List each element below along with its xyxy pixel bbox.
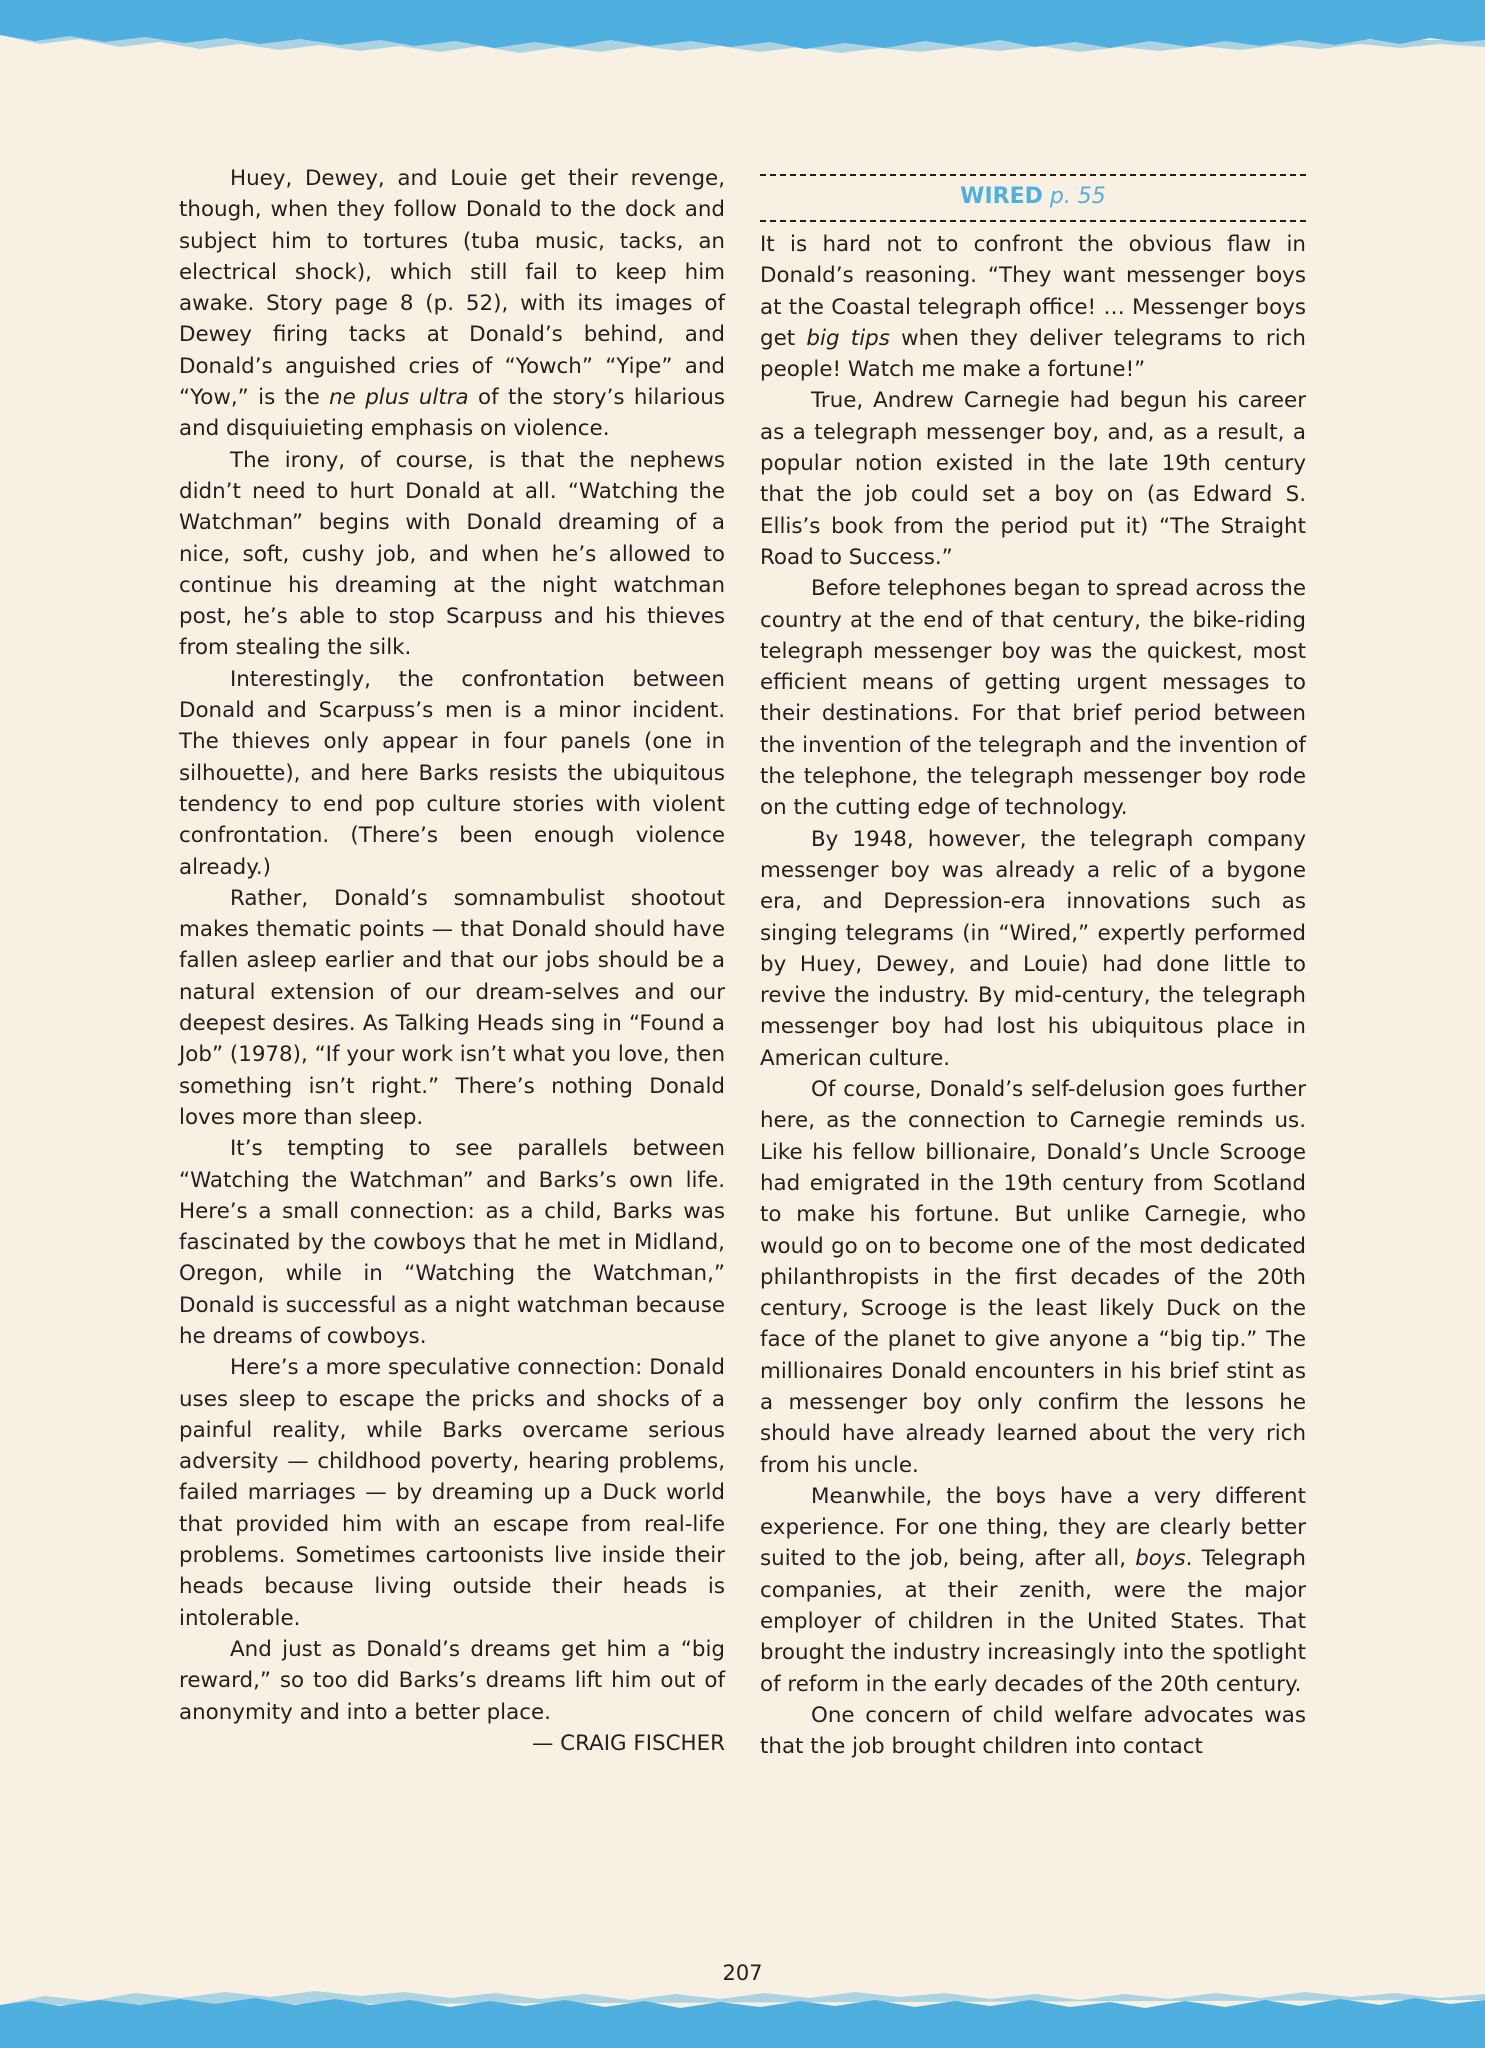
left-paragraph-1-part-a: Huey, Dewey, and Louie get their revenge, though, when they follow Donald to the dock and subject him to tortures (tuba music, tacks, an electrical shock), which still fail to keep him awake. Story page 8 (p. 52), with its images of Dewey firing tacks at Donald’s behind, and Donald’s anguished cries of “Yowch” “Yipe” and “Yow,” is the (179, 166, 725, 411)
right-paragraph-6-part-b: . Telegraph companies, at their zenith, were the major employer of children in the United States. That brought the industry increasingly into the spotlight of reform in the early decades of the 20th century. (760, 1546, 1306, 1697)
right-paragraph-5: Of course, Donald’s self-delusion goes further here, as the connection to Carnegie reminds us. Like his fellow billionaire, Donald’s Uncle Scrooge had emigrated in the 19th century from Scotland to make his fortune. But unlike Carnegie, who would go on to become one of the most dedicated philanthropists in the first decades of the 20th century, Scrooge is the least likely Duck on the face of the planet to give anyone a “big tip.” The millionaires Donald encounters in his brief stint as a messenger boy only confirm the lessons he should have already learned about the very rich from his uncle. (760, 1077, 1306, 1478)
section-page-ref: p. 55 (1049, 184, 1106, 209)
section-header (760, 185, 1306, 209)
left-paragraph-1 (179, 163, 725, 445)
right-paragraph-6-part-a: Meanwhile, the boys have a very different experience. For one thing, they are clearly better suited to the job, being, after all, (760, 1483, 1306, 1572)
right-column (760, 163, 1306, 1763)
right-paragraph-7: One concern of child welfare advocates was that the job brought children into contact (760, 1702, 1306, 1760)
right-paragraph-4: By 1948, however, the telegraph company messenger boy was already a relic of a bygone era, and Depression-era innovations such as singing telegrams (in “Wired,” expertly performed by Huey, Dewey, and Louie) had done little to revive the industry. By mid-century, the telegraph messenger boy had lost his ubiquitous place in American culture. (760, 826, 1306, 1071)
right-paragraph-1-part-a: It is hard not to confront the obvious flaw in Donald’s reasoning. “They want messenger boys at the Coastal telegraph office! … Messenger boys get (760, 232, 1306, 351)
top-blue-border (0, 0, 1485, 58)
right-paragraph-6 (760, 1481, 1306, 1700)
author-byline: — CRAIG FISCHER (531, 1730, 725, 1756)
left-column (179, 163, 725, 1759)
left-paragraph-1-italic: ne plus ultra (329, 385, 469, 411)
section-rule-bottom (760, 220, 1306, 222)
right-paragraph-1-part-b: when they deliver telegrams to rich people! Watch me make a fortune!” (760, 325, 1306, 383)
left-paragraph-6: Here’s a more speculative connection: Donald uses sleep to escape the pricks and shocks of a painful reality, while Barks overcame serious adversity — childhood poverty, hearing problems, failed marriages — by dreaming up a Duck world that provided him with an escape from real-life problems. Sometimes cartoonists live inside their heads because living outside their heads is intolerable. (179, 1355, 725, 1631)
left-paragraph-1-part-b: of the story’s hilarious and disquiuieting emphasis on violence. (179, 385, 726, 442)
right-paragraph-3: Before telephones began to spread across the country at the end of that century, the bike-riding telegraph messenger boy was the quickest, most efficient means of getting urgent messages to their destinations. For that brief period between the invention of the telegraph and the invention of the telephone, the telegraph messenger boy rode on the cutting edge of technology. (760, 576, 1306, 821)
right-paragraph-2: True, Andrew Carnegie had begun his career as a telegraph messenger boy, and, as a result, a popular notion existed in the late 19th century that the job could set a boy on (as Edward S. Ellis’s book from the period put it) “The Straight Road to Success.” (760, 388, 1306, 570)
page-number: 207 (722, 1961, 763, 1985)
right-paragraph-1 (760, 229, 1306, 385)
right-paragraph-6-italic: boys (1135, 1546, 1186, 1572)
section-rule-top (760, 174, 1306, 176)
left-paragraph-2: The irony, of course, is that the nephews didn’t need to hurt Donald at all. “Watching the Watchman” begins with Donald dreaming of a nice, soft, cushy job, and when he’s allowed to continue his dreaming at the night watchman post, he’s able to stop Scarpuss and his thieves from stealing the silk. (179, 447, 725, 661)
left-paragraph-5: It’s tempting to see parallels between “Watching the Watchman” and Barks’s own life. Here’s a small connection: as a child, Barks was fascinated by the cowboys that he met in Midland, Oregon, while in “Watching the Watchman,” Donald is successful as a night watchman because he dreams of cowboys. (179, 1136, 725, 1349)
left-paragraph-7: And just as Donald’s dreams get him a “big reward,” so too did Barks’s dreams lift him out of anonymity and into a better place. (179, 1636, 725, 1725)
left-paragraph-3: Interestingly, the confrontation between Donald and Scarpuss’s men is a minor incident. The thieves only appear in four panels (one in silhouette), and here Barks resists the ubiquitous tendency to end pop culture stories with violent confrontation. (There’s been enough violence already.) (179, 666, 725, 880)
section-title: WIRED (960, 184, 1043, 209)
left-paragraph-4: Rather, Donald’s somnambulist shootout makes thematic points — that Donald should have fallen asleep earlier and that our jobs should be a natural extension of our dream-selves and our deepest desires. As Talking Heads sing in “Found a Job” (1978), “If your work isn’t what you love, then something isn’t right.” There’s nothing Donald loves more than sleep. (179, 885, 725, 1130)
bottom-blue-border (0, 1988, 1485, 2048)
right-paragraph-1-italic: big tips (806, 325, 890, 351)
